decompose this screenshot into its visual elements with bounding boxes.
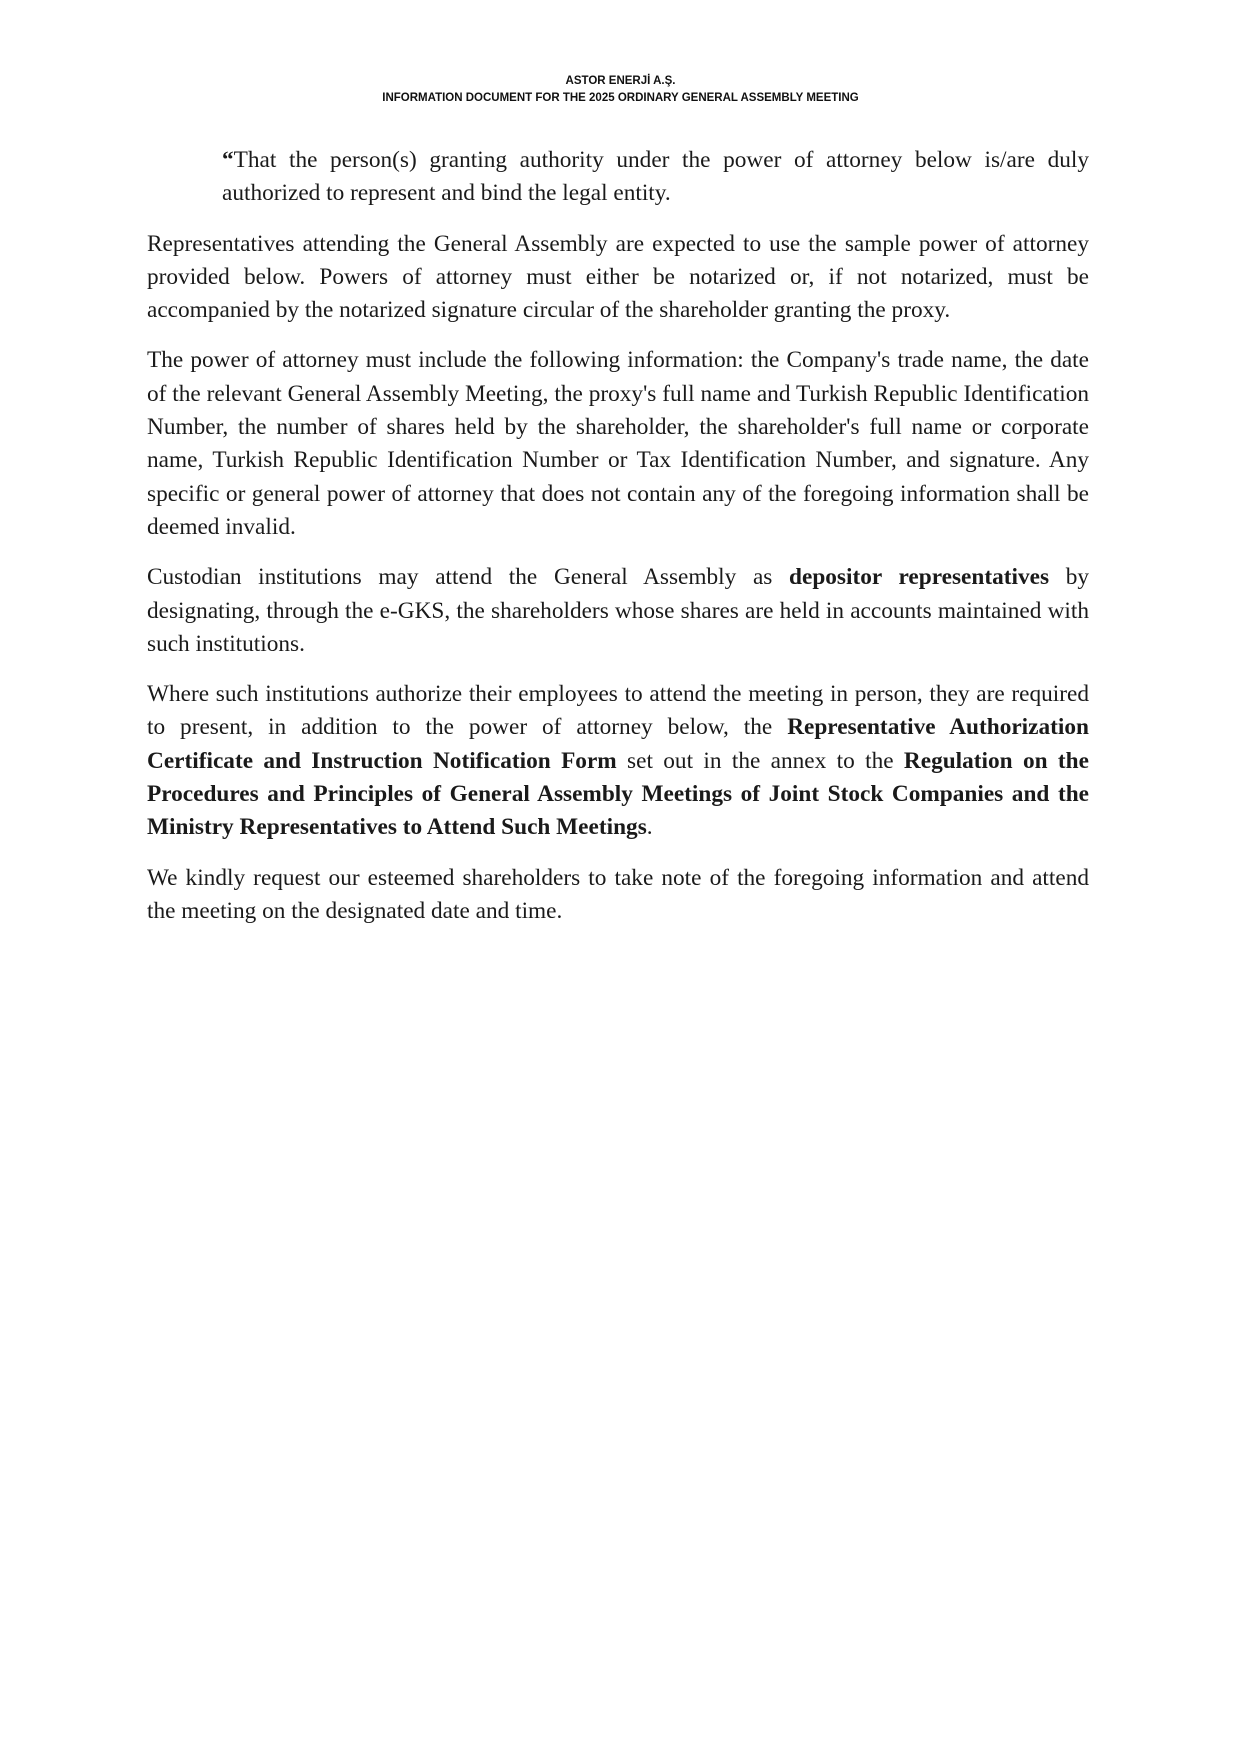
opening-quote-mark: “ xyxy=(222,147,234,173)
closing-request-paragraph xyxy=(147,862,1089,929)
custodian-text-after: by designating, through the e-GKS, the shareholders whose shares are held in accounts maintained with such institutions. xyxy=(147,564,1089,657)
employee-text-before: Where such institutions authorize their employees to attend the meeting in person, they are required to present, in addition to the power of attorney below, the xyxy=(147,681,1089,741)
authorization-certificate-term: Representative Authorization Certificate and Instruction Notification Form xyxy=(147,714,1089,774)
closing-request-text: We kindly request our esteemed shareholders to take note of the foregoing information and attend the meeting on the designated date and time. xyxy=(147,864,1089,924)
custodian-text-before: Custodian institutions may attend the General Assembly as xyxy=(147,564,790,591)
document-body xyxy=(147,144,1089,945)
representatives-text: Representatives attending the General Assembly are expected to use the sample power of attorney provided below. Powers of attorney must either be notarized or, if not notarized, must be accompanied by the notarized signature circular of the shareholder granting the proxy. xyxy=(147,230,1089,324)
custodian-institutions-paragraph xyxy=(147,561,1089,661)
employee-text-middle: set out in the annex to the xyxy=(616,747,904,774)
employee-text-after: . xyxy=(646,814,653,841)
quoted-statement-text: That the person(s) granting authority under the power of attorney below is/are duly authorized to represent and bind the legal entity. xyxy=(222,147,1089,207)
regulation-title-term: Regulation on the Procedures and Principles of General Assembly Meetings of Joint Stock Companies and the Ministry Representatives to Attend Such Meetings xyxy=(147,747,1089,841)
company-name: ASTOR ENERJİ A.Ş. xyxy=(565,75,676,87)
depositor-representatives-term: depositor representatives xyxy=(789,564,1050,591)
representatives-paragraph xyxy=(147,228,1089,328)
page-header xyxy=(0,73,1241,107)
document-title: INFORMATION DOCUMENT FOR THE 2025 ORDINARY GENERAL ASSEMBLY MEETING xyxy=(382,92,859,104)
employee-authorization-paragraph xyxy=(147,678,1089,844)
quoted-statement-paragraph xyxy=(222,144,1089,211)
power-of-attorney-requirements-paragraph xyxy=(147,344,1089,544)
requirements-text: The power of attorney must include the following information: the Company's trade name, the date of the relevant General Assembly Meeting, the proxy's full name and Turkish Republic Identification Number, the number of shares held by the shareholder, the shareholder's full name or corporate name, Turkish Republic Identification Number or Tax Identification Number, and signature. Any specific or general power of attorney that does not contain any of the foregoing information shall be deemed invalid. xyxy=(147,347,1089,540)
